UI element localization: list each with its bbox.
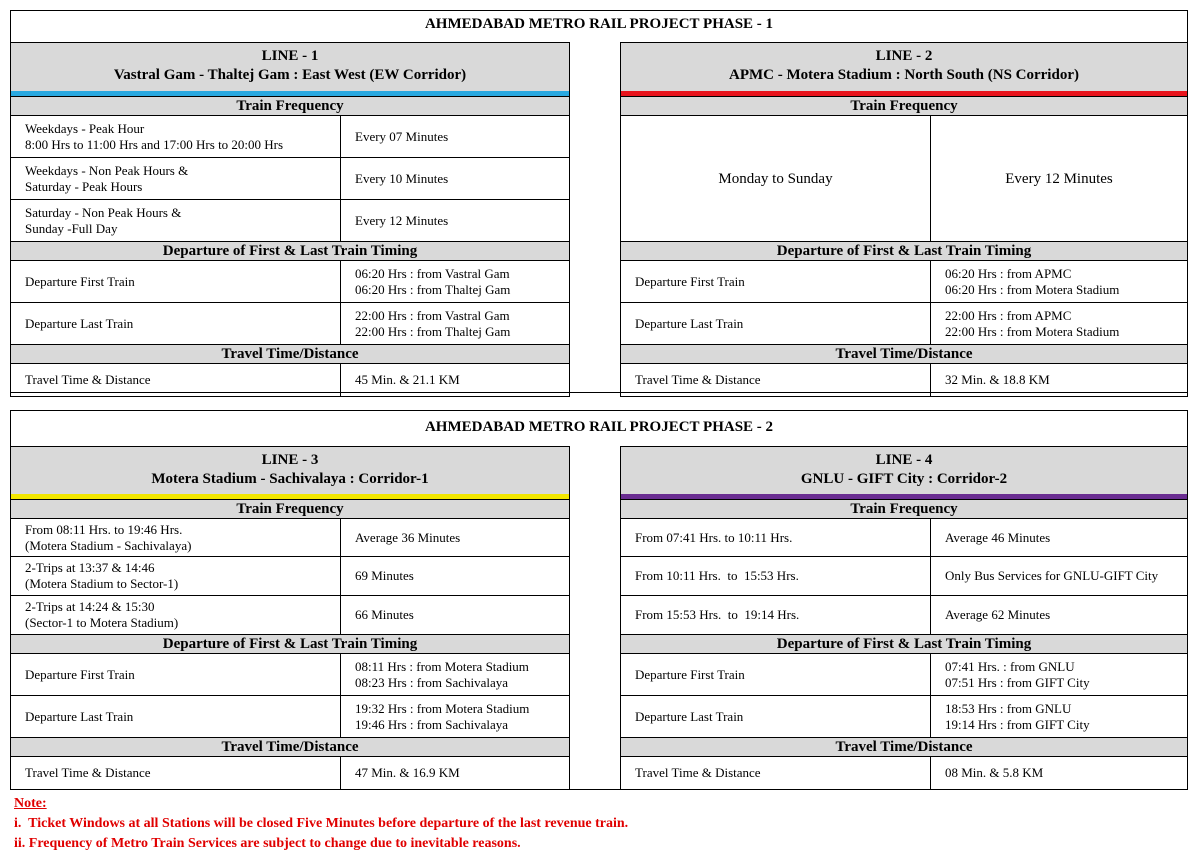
- freq-label: 2-Trips at 14:24 & 15:30: [25, 599, 155, 614]
- table-row: [621, 519, 1188, 557]
- last-train-time: 22:00 Hrs : from Motera Stadium: [945, 323, 1120, 339]
- freq-label: Monday to Sunday: [621, 116, 931, 242]
- freq-label-detail: Sunday -Full Day: [25, 220, 118, 236]
- line1-dep-header: Departure of First & Last Train Timing: [11, 242, 570, 261]
- last-train-time: 19:32 Hrs : from Motera Stadium: [355, 700, 530, 716]
- line2-table: [620, 96, 1188, 397]
- note-item: ii. Frequency of Metro Train Services are subject to change due to inevitable reasons.: [14, 836, 521, 851]
- first-train-label: Departure First Train: [621, 261, 931, 303]
- table-row: [11, 654, 570, 696]
- line3-travel-header: Travel Time/Distance: [11, 738, 570, 757]
- line1-header: [10, 42, 570, 91]
- first-train-time: 07:51 Hrs : from GIFT City: [945, 674, 1090, 690]
- line2-travel-header: Travel Time/Distance: [621, 345, 1188, 364]
- freq-label-detail: Saturday - Peak Hours: [25, 178, 143, 194]
- table-row: [11, 303, 570, 345]
- line4-travel-header: Travel Time/Distance: [621, 738, 1188, 757]
- freq-label: Weekdays - Non Peak Hours &: [25, 162, 189, 178]
- travel-label: Travel Time & Distance: [11, 757, 341, 790]
- line4-freq-header: Train Frequency: [621, 500, 1188, 519]
- line1-freq-header: Train Frequency: [11, 97, 570, 116]
- note-item: i. Ticket Windows at all Stations will be closed Five Minutes before departure of the last revenue train.: [14, 816, 629, 831]
- freq-label-detail: (Motera Stadium to Sector-1): [25, 576, 179, 591]
- line3-freq-header: Train Frequency: [11, 500, 570, 519]
- first-train-time: 06:20 Hrs : from Motera Stadium: [945, 281, 1120, 297]
- freq-label-detail: (Motera Stadium - Sachivalaya): [25, 537, 192, 553]
- freq-label: From 07:41 Hrs. to 10:11 Hrs.: [621, 519, 931, 557]
- line3-block: [10, 446, 570, 790]
- freq-label-detail: 8:00 Hrs to 11:00 Hrs and 17:00 Hrs to 20:00 Hrs: [25, 136, 284, 152]
- freq-value: Every 12 Minutes: [931, 116, 1188, 242]
- line1-block: [10, 42, 570, 397]
- line1-route: Vastral Gam - Thaltej Gam : East West (EW Corridor): [113, 67, 467, 83]
- line3-route: Motera Stadium - Sachivalaya : Corridor-1: [151, 471, 429, 487]
- phase1-title: AHMEDABAD METRO RAIL PROJECT PHASE - 1: [424, 16, 774, 32]
- table-row: [11, 261, 570, 303]
- line2-header: [620, 42, 1188, 91]
- line2-freq-header: Train Frequency: [621, 97, 1188, 116]
- freq-label-detail: (Sector-1 to Motera Stadium): [25, 615, 179, 630]
- notes-heading: Note:: [14, 796, 47, 811]
- last-train-time: 19:46 Hrs : from Sachivalaya: [355, 716, 509, 732]
- freq-value: Average 62 Minutes: [931, 596, 1188, 635]
- freq-value: Average 36 Minutes: [341, 519, 570, 557]
- first-train-label: Departure First Train: [11, 261, 341, 303]
- freq-label: From 08:11 Hrs. to 19:46 Hrs.: [25, 521, 183, 537]
- table-row: [11, 596, 570, 635]
- freq-value: Every 10 Minutes: [341, 158, 570, 200]
- last-train-time: 19:14 Hrs : from GIFT City: [945, 716, 1090, 732]
- last-train-label: Departure Last Train: [11, 303, 341, 345]
- last-train-time: 18:53 Hrs : from GNLU: [945, 700, 1072, 716]
- freq-label: 2-Trips at 13:37 & 14:46: [25, 560, 155, 575]
- line4-header: [620, 446, 1188, 494]
- travel-value: 47 Min. & 16.9 KM: [341, 757, 570, 790]
- travel-value: 32 Min. & 18.8 KM: [931, 364, 1188, 397]
- line1-travel-header: Travel Time/Distance: [11, 345, 570, 364]
- table-row: [11, 116, 570, 158]
- table-row: [621, 654, 1188, 696]
- first-train-time: 08:11 Hrs : from Motera Stadium: [355, 658, 529, 674]
- last-train-label: Departure Last Train: [11, 696, 341, 738]
- table-row: [621, 596, 1188, 635]
- table-row: [621, 364, 1188, 397]
- last-train-time: 22:00 Hrs : from Vastral Gam: [355, 307, 510, 323]
- table-row: [11, 364, 570, 397]
- table-row: [11, 557, 570, 596]
- line2-block: [620, 42, 1188, 397]
- table-row: [11, 696, 570, 738]
- freq-value: 69 Minutes: [341, 557, 570, 596]
- line3-table: [10, 499, 570, 790]
- first-train-label: Departure First Train: [621, 654, 931, 696]
- last-train-time: 22:00 Hrs : from Thaltej Gam: [355, 323, 511, 339]
- line4-block: [620, 446, 1188, 790]
- first-train-label: Departure First Train: [11, 654, 341, 696]
- line2-route: APMC - Motera Stadium : North South (NS Corridor): [729, 67, 1079, 83]
- line3-header: [10, 446, 570, 494]
- last-train-label: Departure Last Train: [621, 696, 931, 738]
- table-row: [11, 519, 570, 557]
- freq-value: Every 07 Minutes: [341, 116, 570, 158]
- line4-dep-header: Departure of First & Last Train Timing: [621, 635, 1188, 654]
- notes-block: [14, 794, 1184, 854]
- line3-dep-header: Departure of First & Last Train Timing: [11, 635, 570, 654]
- freq-value: 66 Minutes: [341, 596, 570, 635]
- last-train-label: Departure Last Train: [621, 303, 931, 345]
- first-train-time: 06:20 Hrs : from APMC: [945, 265, 1072, 281]
- first-train-time: 06:20 Hrs : from Vastral Gam: [355, 265, 510, 281]
- table-row: [621, 757, 1188, 790]
- first-train-time: 06:20 Hrs : from Thaltej Gam: [355, 281, 511, 297]
- line3-name: LINE - 3: [261, 452, 319, 468]
- travel-label: Travel Time & Distance: [621, 364, 931, 397]
- phase2-title: AHMEDABAD METRO RAIL PROJECT PHASE - 2: [424, 419, 774, 435]
- line4-route: GNLU - GIFT City : Corridor-2: [800, 471, 1008, 487]
- first-train-time: 08:23 Hrs : from Sachivalaya: [355, 674, 509, 690]
- table-row: [11, 158, 570, 200]
- freq-value: Average 46 Minutes: [931, 519, 1188, 557]
- line4-name: LINE - 4: [875, 452, 933, 468]
- travel-label: Travel Time & Distance: [11, 364, 341, 397]
- table-row: [621, 696, 1188, 738]
- table-row: [621, 116, 1188, 242]
- travel-value: 08 Min. & 5.8 KM: [931, 757, 1188, 790]
- first-train-time: 07:41 Hrs. : from GNLU: [945, 658, 1075, 674]
- line1-table: [10, 96, 570, 397]
- line2-dep-header: Departure of First & Last Train Timing: [621, 242, 1188, 261]
- table-row: [621, 557, 1188, 596]
- table-row: [11, 200, 570, 242]
- table-row: [621, 303, 1188, 345]
- line4-table: [620, 499, 1188, 790]
- travel-label: Travel Time & Distance: [621, 757, 931, 790]
- freq-value: Every 12 Minutes: [341, 200, 570, 242]
- line2-name: LINE - 2: [875, 48, 933, 64]
- last-train-time: 22:00 Hrs : from APMC: [945, 307, 1072, 323]
- line1-name: LINE - 1: [261, 48, 319, 64]
- table-row: [621, 261, 1188, 303]
- freq-label: From 15:53 Hrs. to 19:14 Hrs.: [621, 596, 931, 635]
- freq-value: Only Bus Services for GNLU-GIFT City: [931, 557, 1188, 596]
- freq-label: Weekdays - Peak Hour: [25, 120, 145, 136]
- freq-label: From 10:11 Hrs. to 15:53 Hrs.: [621, 557, 931, 596]
- travel-value: 45 Min. & 21.1 KM: [341, 364, 570, 397]
- table-row: [11, 757, 570, 790]
- freq-label: Saturday - Non Peak Hours &: [25, 204, 182, 220]
